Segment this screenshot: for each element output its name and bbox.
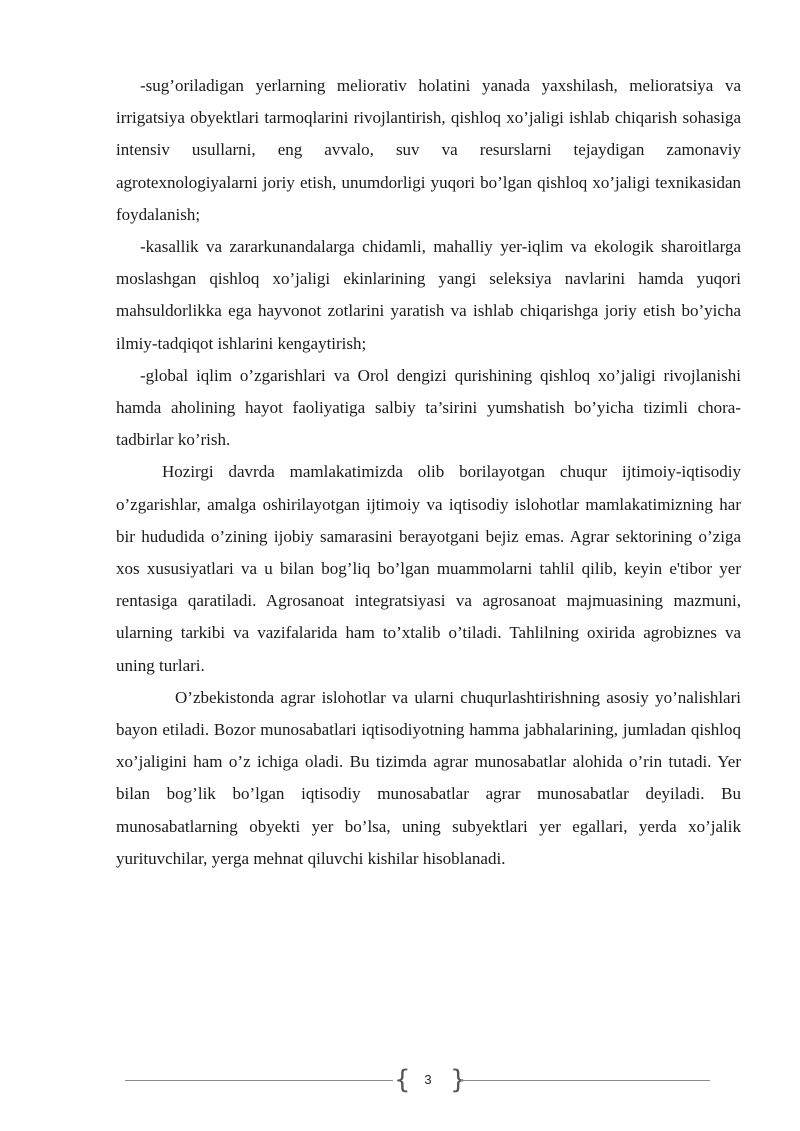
footer-rule-right bbox=[461, 1080, 710, 1081]
close-brace-icon: } bbox=[450, 1065, 467, 1095]
paragraph-reforms: Hozirgi davrda mamlakatimizda olib borilayotgan chuqur ijtimoiy-iqtisodiy o’zgarishlar, amalga oshirilayotgan ijtimoiy va iqtisodiy islohotlar mamlakatimizning har bir hududida o’zining ijobiy samarasini berayotgani bejiz emas. Agrar sektorining o’ziga xos xususiyatlari va u bilan bog’liq bo’lgan muammolarni tahlil qilib, keyin e'tibor yer rentasiga qaratiladi. Agrosanoat integratsiyasi va agrosanoat majmuasining mazmuni, ularning tarkibi va vazifalarida ham to’xtalib o’tiladi. Tahlilning oxirida agrobiznes va uning turlari. bbox=[116, 462, 741, 675]
paragraph-bullet-melioration: -sug’oriladigan yerlarning meliorativ holatini yanada yaxshilash, melioratsiya va irrigatsiya obyektlari tarmoqlarini rivojlantirish, qishloq xo’jaligi ishlab chiqarish sohasiga intensiv usullarni, eng avvalo, suv va resurslarni tejaydigan zamonaviy agrotexnologiyalarni joriy etish, unumdorligi yuqori bo’lgan qishloq xo’jaligi texnikasidan foydalanish; bbox=[116, 76, 741, 224]
document-body bbox=[116, 70, 741, 875]
paragraph-agrarian-relations: O’zbekistonda agrar islohotlar va ularni chuqurlashtirishning asosiy yo’nalishlari bayon etiladi. Bozor munosabatlari iqtisodiyotning hamma jabhalarining, jumladan qishloq xo’jaligini ham o’z ichiga oladi. Bu tizimda agrar munosabatlar alohida o’rin tutadi. Yer bilan bog’lik bo’lgan iqtisodiy munosabatlar agrar munosabatlar deyiladi. Bu munosabatlarning obyekti yer bo’lsa, uning subyektlari yer egallari, yerda xo’jalik yurituvchilar, yerga mehnat qiluvchi kishilar hisoblanadi. bbox=[116, 687, 741, 868]
page-footer bbox=[0, 1060, 800, 1100]
paragraph-bullet-selection: -kasallik va zararkunandalarga chidamli, mahalliy yer-iqlim va ekologik sharoitlarga moslashgan qishloq xo’jaligi ekinlarining yangi seleksiya navlarini hamda yuqori mahsuldorlikka ega hayvonot zotlarini yaratish va ishlab chiqarishga joriy etish bo’yicha ilmiy-tadqiqot ishlarini kengaytirish; bbox=[116, 237, 741, 353]
open-brace-icon: { bbox=[394, 1065, 411, 1095]
page-number: 3 bbox=[424, 1072, 432, 1087]
footer-rule-left bbox=[125, 1080, 393, 1081]
paragraph-bullet-climate: -global iqlim o’zgarishlari va Orol dengizi qurishining qishloq xo’jaligi rivojlanishi hamda aholining hayot faoliyatiga salbiy ta’sirini yumshatish bo’yicha tizimli chora-tadbirlar ko’rish. bbox=[116, 365, 741, 450]
